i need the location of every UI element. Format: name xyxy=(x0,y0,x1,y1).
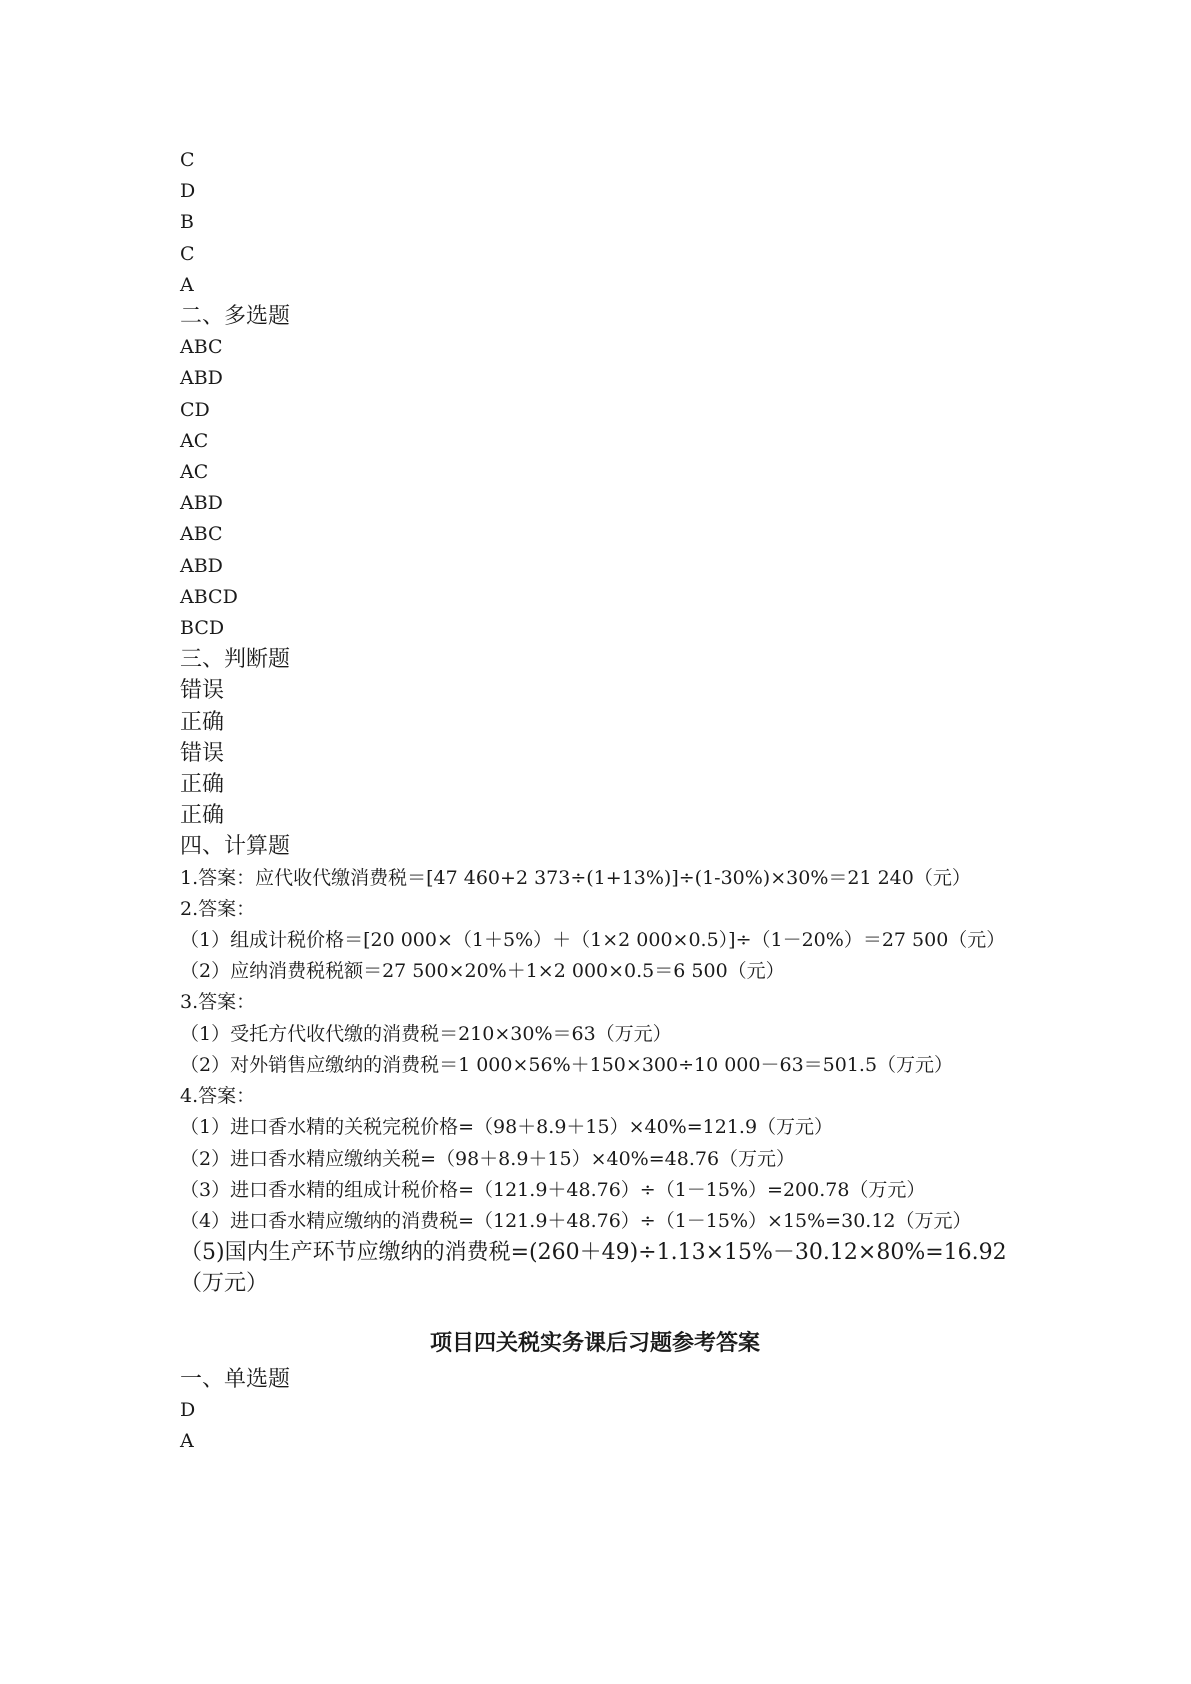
section-heading-single: 一、单选题 xyxy=(180,1366,291,1392)
calc-answer-4-1: （1）进口香水精的关税完税价格=（98＋8.9＋15）×40%=121.9（万元） xyxy=(180,1116,834,1139)
calc-answer-3: 3.答案： xyxy=(180,991,256,1014)
answer-line: 正确 xyxy=(180,772,225,798)
answer-line: 错误 xyxy=(180,740,225,766)
calc-answer-3-2: （2）对外销售应缴纳的消费税＝1 000×56%＋150×300÷10 000－63＝501.5（万元） xyxy=(180,1053,954,1076)
answer-line: A xyxy=(180,1429,194,1452)
answer-line: AC xyxy=(180,461,209,484)
calc-answer-4-5: （5)国内生产环节应缴纳的消费税=(260＋49)÷1.13×15%－30.12×80%=16.92（万元） xyxy=(180,1240,1007,1297)
answer-line: AC xyxy=(180,429,209,452)
answer-line: ABD xyxy=(180,367,223,390)
calc-answer-4: 4.答案： xyxy=(180,1085,256,1108)
section-heading-calc: 四、计算题 xyxy=(180,834,291,860)
section-heading-multi: 二、多选题 xyxy=(180,304,291,330)
calc-answer-4-2: （2）进口香水精应缴纳关税=（98＋8.9＋15）×40%=48.76（万元） xyxy=(180,1147,796,1170)
calc-answer-1: 1.答案：应代收代缴消费税＝[47 460+2 373÷(1+13%)]÷(1-30%)×30%＝21 240（元） xyxy=(180,866,971,889)
answer-line: A xyxy=(180,273,194,296)
answer-line: ABD xyxy=(180,554,223,577)
answer-line: CD xyxy=(180,398,210,421)
calc-answer-2-1: （1）组成计税价格＝[20 000×（1＋5%）＋（1×2 000×0.5）]÷（1－20%）＝27 500（元） xyxy=(180,929,1006,952)
answer-line: D xyxy=(180,1398,196,1421)
answer-line: C xyxy=(180,242,195,265)
answer-line: 错误 xyxy=(180,678,225,704)
answer-line: BCD xyxy=(180,617,225,640)
calc-answer-2: 2.答案： xyxy=(180,897,256,920)
answer-line: ABCD xyxy=(180,585,238,608)
calc-answer-4-3: （3）进口香水精的组成计税价格=（121.9＋48.76）÷（1－15%）=200.78（万元） xyxy=(180,1178,926,1201)
answer-line: ABC xyxy=(180,523,223,546)
answer-line: D xyxy=(180,180,196,203)
answer-line: 正确 xyxy=(180,803,225,829)
calc-answer-2-2: （2）应纳消费税税额＝27 500×20%＋1×2 000×0.5＝6 500（元） xyxy=(180,960,785,983)
document-body xyxy=(180,145,1010,1457)
section-title: 项目四关税实务课后习题参考答案 xyxy=(429,1329,760,1356)
answer-line: ABD xyxy=(180,492,223,515)
calc-answer-4-4: （4）进口香水精应缴纳的消费税=（121.9＋48.76）÷（1－15%）×15%=30.12（万元） xyxy=(180,1209,972,1232)
answer-line: ABC xyxy=(180,336,223,359)
answer-line: B xyxy=(180,211,194,234)
answer-line: C xyxy=(180,149,195,171)
calc-answer-3-1: （1）受托方代收代缴的消费税＝210×30%＝63（万元） xyxy=(180,1022,672,1045)
answer-line: 正确 xyxy=(180,709,225,735)
section-heading-judge: 三、判断题 xyxy=(180,647,291,673)
